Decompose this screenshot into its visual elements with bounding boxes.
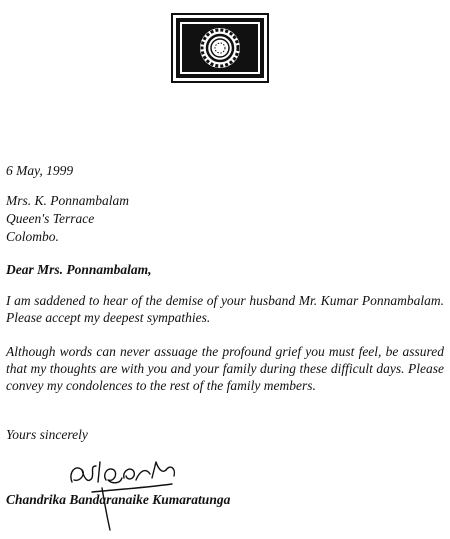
recipient-line-1: Mrs. K. Ponnambalam [6, 193, 130, 208]
recipient-line-3: Colombo. [6, 229, 59, 244]
salutation: Dear Mrs. Ponnambalam, [6, 262, 152, 277]
emblem-icon [171, 13, 269, 83]
letter-date: 6 May, 1999 [6, 163, 74, 178]
body-paragraph-2: Although words can never assuage the profound grief you must feel, be assured that my thoughts are with you and your family during these difficult days. Please convey my condolences to the rest of the family members. [6, 344, 444, 393]
recipient-line-2: Queen's Terrace [6, 211, 95, 226]
signer-name: Chandrika Bandaranaike Kumaratunga [6, 492, 231, 507]
closing: Yours sincerely [6, 427, 88, 442]
body-paragraph-1: I am saddened to hear of the demise of your husband Mr. Kumar Ponnambalam. Please accept my deepest sympathies. [6, 293, 444, 325]
